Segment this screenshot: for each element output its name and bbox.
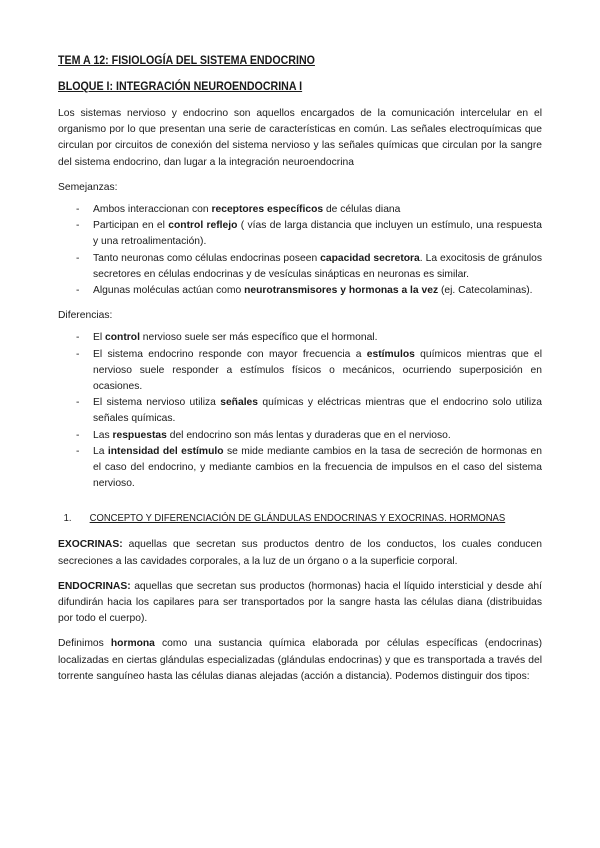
endocrinas-label: ENDOCRINAS: (58, 580, 131, 592)
block-title: BLOQUE I: INTEGRACIÓN NEUROENDOCRINA I (58, 79, 303, 93)
section-title: CONCEPTO Y DIFERENCIACIÓN DE GLÁNDULAS ENDOCRINAS Y EXOCRINAS. HORMONAS (89, 513, 506, 525)
dash-bullet: - (76, 332, 80, 344)
document-title: TEM A 12: FISIOLOGÍA DEL SISTEMA ENDOCRINO (58, 53, 315, 67)
dash-bullet: - (76, 348, 80, 360)
list-item: - Participan en el control reflejo ( vías de larga distancia que incluyen un estímulo, una respuesta y una retroalimentación). (76, 220, 543, 248)
diferencias-label: Diferencias: (58, 310, 113, 322)
exocrinas-label: EXOCRINAS: (58, 539, 123, 551)
dash-bullet: - (76, 220, 80, 232)
list-item: - Ambos interaccionan con receptores específicos de células diana (93, 202, 542, 218)
list-item: - Las respuestas del endocrino son más lentas y duraderas que en el nervioso. (93, 428, 542, 444)
dash-bullet: - (76, 204, 80, 216)
dash-bullet: - (76, 252, 80, 264)
semejanzas-label: Semejanzas: (58, 181, 118, 193)
list-item: - El sistema endocrino responde con mayor frecuencia a estímulos químicos mientras que el nervioso suele responder a estímulos físicos o mecánicos, ocurriendo superposición en ocasiones. (76, 348, 543, 393)
section-number: 1. (63, 513, 72, 525)
semejanzas-list (58, 202, 542, 299)
list-item: - Algunas moléculas actúan como neurotransmisores y hormonas a la vez (ej. Catecolaminas). (93, 283, 542, 299)
hormona-paragraph: Definimos hormona como una sustancia química elaborada por células específicas (endocrinas) localizadas en ciertas glándulas especializadas (glándulas endocrinas) y que es transportada a través del torrente sanguíneo hasta las células dianas alejadas (acción a distancia). Podemos distinguir dos tipos: (58, 638, 543, 682)
dash-bullet: - (76, 397, 80, 409)
endocrinas-paragraph: ENDOCRINAS: aquellas que secretan sus productos (hormonas) hacia el líquido intersticial y desde ahí difundirán hacia los capilares para ser transportados por la sangre hasta las células diana (distribuidas por todo el cuerpo). (58, 580, 542, 625)
list-item: - El control nervioso suele ser más específico que el hormonal. (93, 330, 542, 346)
exocrinas-paragraph: EXOCRINAS: aquellas que secretan sus productos dentro de los conductos, los cuales conducen secreciones a las cavidades corporales, a la luz de un órgano o a la superficie corporal. (58, 539, 542, 567)
dash-bullet: - (76, 445, 80, 457)
intro-paragraph: Los sistemas nervioso y endocrino son aquellos encargados de la comunicación intercelular en el organismo por lo que presentan una serie de características en común. Las señales electroquímicas que circulan por circuitos de conexión del sistema nervioso y las señales químicas que circulan por la sangre del sistema endocrino, dan lugar a la integración neuroendocrina (58, 108, 542, 168)
list-item: - El sistema nervioso utiliza señales químicas y eléctricas mientras que el endocrino solo utiliza señales químicas. (76, 397, 542, 425)
section-heading (58, 511, 508, 527)
list-item: - Tanto neuronas como células endocrinas poseen capacidad secretora. La exocitosis de gránulos secretores en células endocrinas y de vesículas sinápticas en neuronas es similar. (76, 252, 543, 280)
hormona-term: hormona (110, 638, 155, 650)
dash-bullet: - (76, 429, 80, 441)
dash-bullet: - (76, 285, 80, 297)
diferencias-list (58, 330, 542, 492)
list-item: - La intensidad del estímulo se mide mediante cambios en la tasa de secreción de hormonas en el caso del endocrino, y mediante cambios en la frecuencia de impulsos en el caso del sistema nervioso. (76, 445, 542, 490)
